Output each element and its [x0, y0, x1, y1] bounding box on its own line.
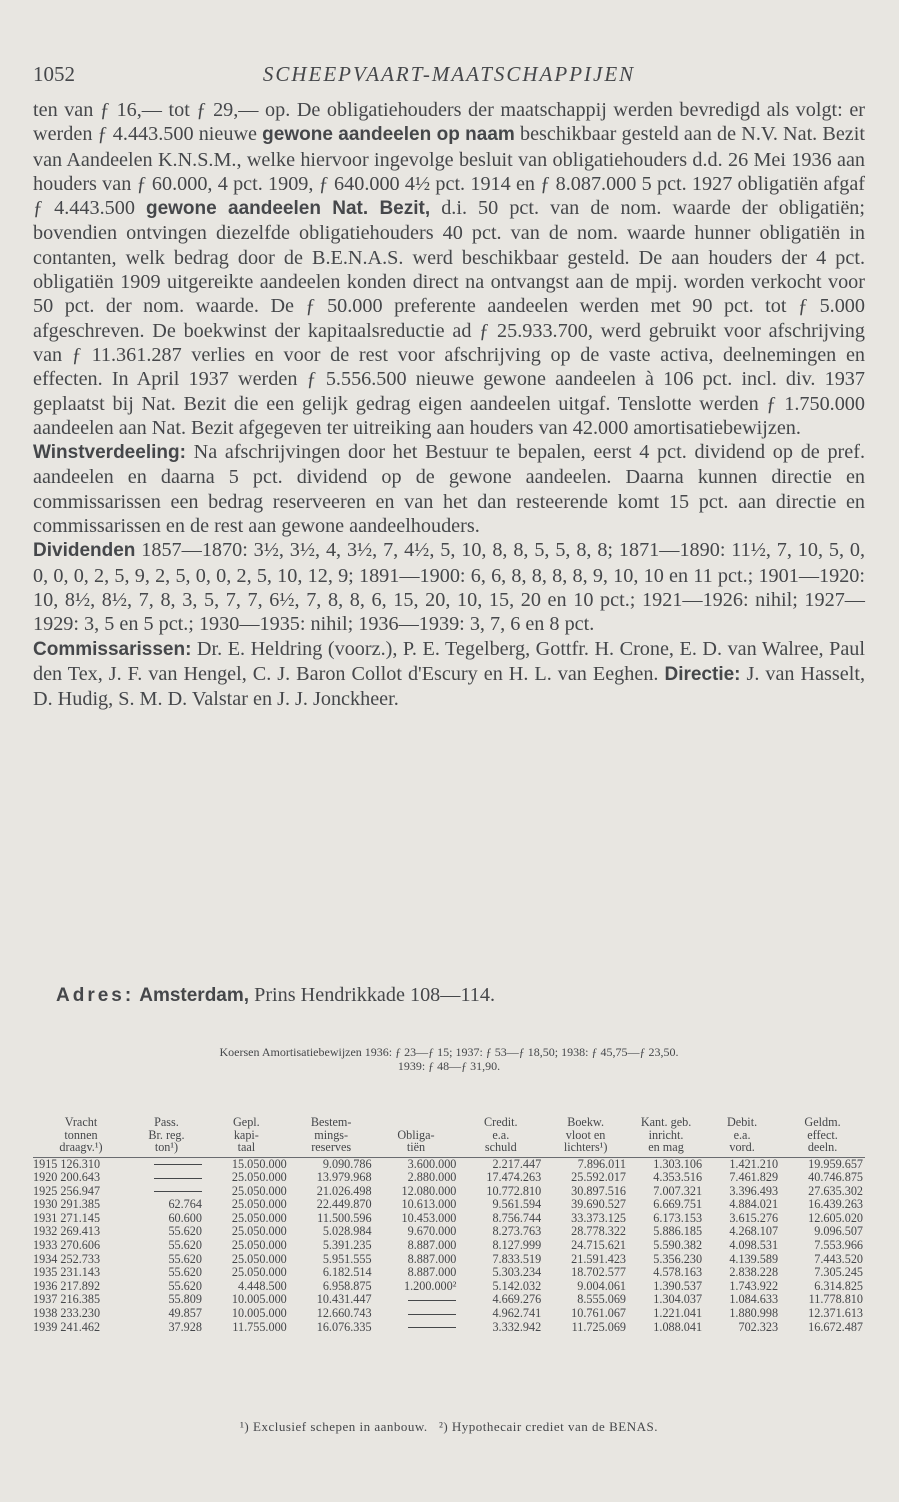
- text-run: Dr. E. Heldring (voorz.), P. E. Tegelberg, Gottfr. H. Crone, E. D. van Walree, Paul den Tex, J. F. van Hengel, C. J. Baron Collot d'Escury en H. L. van Eeghen.: [33, 637, 865, 685]
- table-cell-year-vracht: [33, 1307, 129, 1321]
- table-cell-year-vracht: [33, 1321, 129, 1335]
- running-title: SCHEEPVAART-MAATSCHAPPIJEN: [262, 62, 636, 86]
- section-label: Adres:: [56, 985, 135, 1006]
- table-row: [33, 1185, 865, 1199]
- table-cell: 8.555.069: [577, 1292, 627, 1307]
- footnote-marker: ¹): [240, 1419, 250, 1434]
- table-cell: 37.928: [168, 1319, 202, 1334]
- table-row: [33, 1293, 865, 1307]
- text-run: beschikbaar gesteld aan de N.V. Nat. Bezit van Aandeelen K.N.S.M., welke hiervoor ingevolge besluit van obligatiehouders d.d. 26 Mei 1936 aan houders van ƒ 60.000, 4 pct. 1909, ƒ 640.000 4½ pct. 1914 en ƒ 8.087.000 5 pct. 1927 obligatiën afgaf ƒ 4.443.500: [33, 123, 865, 220]
- table-cell: 33.373.125: [571, 1210, 627, 1225]
- table-cell: 10.772.810: [486, 1183, 542, 1198]
- cell-value: 216.385: [60, 1292, 101, 1307]
- column-header: Gepl. kapi- taal: [232, 1115, 260, 1154]
- table-cell: 1.743.922: [729, 1278, 779, 1293]
- table-cell-year-vracht: [33, 1266, 129, 1280]
- table-cell: 8.887.000: [407, 1251, 457, 1266]
- table-cell: 1.200.000²: [403, 1278, 457, 1293]
- table-cell: 16.439.263: [808, 1197, 863, 1212]
- table-cell: 18.702.577: [571, 1265, 627, 1280]
- table-cell: 10.431.447: [316, 1292, 372, 1307]
- table-cell: 21.591.423: [571, 1251, 627, 1266]
- table-header-row: [33, 1116, 865, 1157]
- table-cell: 9.561.594: [492, 1197, 542, 1212]
- dash-placeholder: [154, 1178, 202, 1179]
- table-cell: 25.592.017: [571, 1170, 627, 1185]
- table-cell: 5.886.185: [653, 1224, 703, 1239]
- table-cell-year-vracht: [33, 1171, 129, 1185]
- table-cell: 24.715.621: [571, 1238, 627, 1253]
- table-cell: 30.897.516: [571, 1183, 627, 1198]
- row-year: 1931: [33, 1210, 58, 1225]
- table-row: [33, 1212, 865, 1226]
- table-cell-year-vracht: [33, 1225, 129, 1239]
- table-cell: 4.139.589: [729, 1251, 779, 1266]
- column-header: Kant. geb. inricht. en mag: [640, 1115, 692, 1154]
- table-cell: 4.884.021: [729, 1197, 779, 1212]
- table-cell: 5.391.235: [322, 1238, 372, 1253]
- row-year: 1915: [33, 1156, 58, 1171]
- section-label: Directie:: [664, 663, 741, 685]
- table-cell: 49.857: [168, 1306, 202, 1321]
- dash-placeholder: [408, 1300, 456, 1301]
- table-cell: 13.979.968: [316, 1170, 372, 1185]
- text-run: ten van ƒ 16,— tot ƒ 29,— op. De obligatiehouders der maatschappij werden bevredigd als volgt: er werden ƒ 4.443.500 nieuwe: [33, 99, 865, 146]
- address-street: Prins Hendrikkade 108—114.: [249, 984, 496, 1006]
- table-cell: 1.088.041: [653, 1319, 703, 1334]
- bold-text: gewone aandeelen Nat. Bezit,: [145, 198, 431, 220]
- table-cell: 4.353.516: [653, 1170, 703, 1185]
- table-cell: 4.098.531: [729, 1238, 779, 1253]
- table-cell: 6.958.875: [322, 1278, 372, 1293]
- text-run: Na afschrijvingen door het Bestuur te bepalen, eerst 4 pct. dividend op de pref. aandeelen en daarna 5 pct. dividend op de gewone aandeelen. Daarna kunnen directie en commissarissen een bedrag reserveeren en van het dan resteerende komt 15 pct. aan directie en commissarissen en de rest aan gewone aandeelhouders.: [33, 441, 865, 538]
- cell-value: 217.892: [60, 1278, 101, 1293]
- koersen-line: Koersen Amortisatiebewijzen 1936: ƒ 23—ƒ 15; 1937: ƒ 53—ƒ 18,50; 1938: ƒ 45,75—ƒ 23,50.: [219, 1045, 679, 1059]
- table-cell: 62.764: [168, 1197, 202, 1212]
- dash-placeholder: [408, 1314, 456, 1315]
- table-cell: 11.725.069: [571, 1319, 627, 1334]
- table-cell: 27.635.302: [808, 1183, 863, 1198]
- table-cell: 1.303.106: [628, 1157, 704, 1171]
- table-cell: 6.173.153: [653, 1210, 703, 1225]
- table-cell: 1.390.537: [653, 1278, 703, 1293]
- cell-value: 126.310: [60, 1156, 101, 1171]
- table-cell: 7.443.520: [814, 1251, 863, 1266]
- footnote-text: Exclusief schepen in aanbouw.: [249, 1419, 428, 1434]
- table-cell: 19.959.657: [780, 1157, 865, 1171]
- address-line: [56, 984, 495, 1007]
- table-row: [33, 1307, 865, 1321]
- table-cell: 3.332.942: [492, 1319, 542, 1334]
- text-run: 1857—1870: 3½, 3½, 4, 3½, 7, 4½, 5, 10, 8, 8, 5, 5, 8, 8; 1871—1890: 11½, 7, 10, 5, 0, 0, 0, 0, 2, 5, 9, 2, 5, 0, 0, 2, 5, 10, 12, 9; 1891—1900: 6, 6, 8, 8, 8, 8, 9, 10, 10 en 11 pct.; 1901—1920: 10, 8½, 8½, 7, 8, 3, 5, 7, 7, 6½, 7, 8, 8, 6, 15, 20, 10, 15, 20 en 10 pct.; 1921—1926: nihil; 1927—1929: 3, 5 en 5 pct.; 1930—1935: nihil; 1936—1939: 3, 7, 6 en 8 pct.: [33, 539, 865, 636]
- table-cell: 39.690.527: [571, 1197, 627, 1212]
- text-run: d.i. 50 pct. van de nom. waarde der obligatiën; bovendien ontvingen diezelfde obligatiehouders 40 pct. van de nom. waarde hunner obligatiën in contanten, welk bedrag door de B.E.N.A.S. werd beschikbaar gesteld. De aan houders der 4 pct. obligatiën 1909 uitgereikte aandeelen konden direct na ontvangst aan de mpij. worden verkocht voor 50 pct. der nom. waarde. De ƒ 50.000 preferente aandeelen werden met 90 pct. tot ƒ 5.000 afgeschreven. De boekwinst der kapitaalsreductie ad ƒ 25.933.700, werd gebruikt voor afschrijving van ƒ 11.361.287 verlies en voor de rest voor afschrijving op de vaste activa, deelnemingen en effecten. In April 1937 werden ƒ 5.556.500 nieuwe gewone aandeelen à 106 pct. incl. div. 1937 geplaatst bij Nat. Bezit die een gelijk gedrag eigen aandeelen uitgaf. Tenslotte werden ƒ 1.750.000 aandeelen aan Nat. Bezit afgegeven ter uitreiking aan houders van 42.000 amortisatiebewijzen.: [33, 197, 865, 439]
- table-cell: 9.090.786: [289, 1157, 374, 1171]
- koersen-line: 1939: ƒ 48—ƒ 31,90.: [397, 1059, 501, 1073]
- section-label: Winstverdeeling:: [33, 442, 186, 464]
- column-header: Boekw. vloot en lichters¹): [563, 1115, 608, 1154]
- cell-value: 200.643: [60, 1170, 101, 1185]
- table-row: [33, 1253, 865, 1267]
- table-cell: 9.096.507: [814, 1224, 863, 1239]
- table-cell: 1.880.998: [729, 1306, 779, 1321]
- table-row: [33, 1239, 865, 1253]
- table-cell: 55.809: [168, 1292, 202, 1307]
- column-header: Pass. Br. reg. ton¹): [148, 1115, 185, 1154]
- table-cell: 15.050.000: [204, 1157, 289, 1171]
- table-cell: 11.500.596: [317, 1210, 372, 1225]
- table-cell: 28.778.322: [571, 1224, 627, 1239]
- footnotes: [33, 1419, 865, 1435]
- row-year: 1920: [33, 1170, 58, 1185]
- table-cell-year-vracht: [33, 1157, 129, 1171]
- dash-placeholder: [154, 1164, 202, 1165]
- table-cell: 16.672.487: [808, 1319, 863, 1334]
- paragraph-kapitaal: [33, 98, 865, 440]
- page-header: [33, 62, 865, 90]
- column-header: Vracht tonnen draagv.¹): [59, 1115, 103, 1154]
- table-cell: 5.142.032: [492, 1278, 542, 1293]
- table-cell: 5.028.984: [322, 1224, 372, 1239]
- table-cell: 25.050.000: [231, 1224, 287, 1239]
- cell-value: 270.606: [60, 1238, 101, 1253]
- column-header: Bestem- mings- reserves: [310, 1115, 352, 1154]
- cell-value: 231.143: [60, 1265, 101, 1280]
- table-cell: [129, 1157, 204, 1171]
- table-cell: 4.448.500: [238, 1278, 287, 1293]
- table-cell: 8.756.744: [492, 1210, 542, 1225]
- table-cell: 6.314.825: [814, 1278, 863, 1293]
- table-cell: 7.007.321: [653, 1183, 703, 1198]
- row-year: 1938: [33, 1306, 58, 1321]
- table-cell: 7.461.829: [729, 1170, 779, 1185]
- table-cell: 17.474.263: [486, 1170, 542, 1185]
- table-cell: 21.026.498: [316, 1183, 372, 1198]
- table-cell: 16.076.335: [316, 1319, 372, 1334]
- table-cell: 12.605.020: [808, 1210, 863, 1225]
- footnote-marker: ²): [438, 1419, 449, 1434]
- table-cell: 3.600.000: [374, 1157, 459, 1171]
- section-label: Dividenden: [33, 540, 136, 562]
- table-cell: 10.005.000: [231, 1292, 287, 1307]
- column-header: Obliga- tiën: [397, 1127, 435, 1154]
- column-header: Debit. e.a. vord.: [727, 1115, 758, 1154]
- table-cell: 25.050.000: [231, 1210, 287, 1225]
- table-row: [33, 1266, 865, 1280]
- table-cell-year-vracht: [33, 1253, 129, 1267]
- table-cell: 25.050.000: [231, 1251, 287, 1266]
- table-cell: 2.880.000: [407, 1170, 457, 1185]
- table-cell: 40.746.875: [808, 1170, 863, 1185]
- table-cell: 4.669.276: [492, 1292, 542, 1307]
- table-cell: 4.962.741: [492, 1306, 542, 1321]
- table-cell: 12.660.743: [316, 1306, 372, 1321]
- table-cell: [374, 1307, 459, 1321]
- table-row: [33, 1198, 865, 1212]
- table-cell: 8.127.999: [492, 1238, 542, 1253]
- table-cell: 9.670.000: [407, 1224, 457, 1239]
- table-cell: [374, 1321, 459, 1335]
- table-row: [33, 1280, 865, 1294]
- table-cell: 10.453.000: [401, 1210, 457, 1225]
- table-cell: [129, 1171, 204, 1185]
- table-cell: 4.268.107: [729, 1224, 779, 1239]
- table-cell: 8.887.000: [407, 1238, 457, 1253]
- table-cell: 55.620: [168, 1224, 202, 1239]
- table-cell: 55.620: [168, 1278, 202, 1293]
- table-cell: 5.951.555: [322, 1251, 372, 1266]
- table-cell: 10.761.067: [571, 1306, 627, 1321]
- table-cell: [129, 1185, 204, 1199]
- table-cell: 3.615.276: [729, 1210, 779, 1225]
- row-year: 1930: [33, 1197, 58, 1212]
- table-cell: 10.005.000: [231, 1306, 287, 1321]
- table-row: [33, 1157, 865, 1171]
- cell-value: 269.413: [60, 1224, 101, 1239]
- table-cell: 5.590.382: [653, 1238, 703, 1253]
- table-cell: 6.669.751: [653, 1197, 703, 1212]
- paragraph-commissarissen: [33, 637, 865, 712]
- table-cell: 7.553.966: [814, 1238, 863, 1253]
- table-row: [33, 1225, 865, 1239]
- paragraph-dividenden: [33, 538, 865, 636]
- cell-value: 256.947: [60, 1183, 101, 1198]
- table-cell: 25.050.000: [231, 1238, 287, 1253]
- row-year: 1934: [33, 1251, 58, 1266]
- table-cell: 9.004.061: [577, 1278, 627, 1293]
- row-year: 1932: [33, 1224, 58, 1239]
- table-cell-year-vracht: [33, 1239, 129, 1253]
- financial-table: [33, 1116, 865, 1334]
- table-cell: 7.833.519: [492, 1251, 542, 1266]
- table-cell: 2.217.447: [458, 1157, 543, 1171]
- page-number: 1052: [33, 62, 75, 86]
- table-cell: 25.050.000: [231, 1265, 287, 1280]
- table-cell: 55.620: [168, 1238, 202, 1253]
- table-row: [33, 1321, 865, 1335]
- table-body: [33, 1157, 865, 1334]
- table-cell: 2.838.228: [729, 1265, 779, 1280]
- table-cell: 1.221.041: [653, 1306, 703, 1321]
- table-cell: 7.305.245: [814, 1265, 863, 1280]
- column-header: Credit. e.a. schuld: [484, 1115, 518, 1154]
- table-cell: 55.620: [168, 1251, 202, 1266]
- table-cell: 6.182.514: [322, 1265, 372, 1280]
- table-cell: 1.084.633: [729, 1292, 779, 1307]
- column-header: Geldm. effect. deeln.: [804, 1115, 841, 1154]
- table-cell: 11.778.810: [808, 1292, 863, 1307]
- body-text: [33, 98, 865, 711]
- table-cell: [374, 1293, 459, 1307]
- row-year: 1939: [33, 1319, 58, 1334]
- table-cell: 1.304.037: [653, 1292, 703, 1307]
- koersen-note: [33, 1045, 865, 1073]
- table-cell: 10.613.000: [401, 1197, 457, 1212]
- table-cell: 8.887.000: [407, 1265, 457, 1280]
- row-year: 1937: [33, 1292, 58, 1307]
- table-row: [33, 1171, 865, 1185]
- table-cell: 12.080.000: [401, 1183, 457, 1198]
- table-cell: 5.303.234: [492, 1265, 542, 1280]
- text-run: J. van Hasselt, D. Hudig, S. M. D. Valstar en J. J. Jonckheer.: [33, 662, 865, 711]
- table-cell: 22.449.870: [316, 1197, 372, 1212]
- table-cell: 60.600: [168, 1210, 202, 1225]
- table-cell: 5.356.230: [653, 1251, 703, 1266]
- table-cell-year-vracht: [33, 1185, 129, 1199]
- table-cell: 7.896.011: [543, 1157, 628, 1171]
- row-year: 1933: [33, 1238, 58, 1253]
- table-cell: 8.273.763: [492, 1224, 542, 1239]
- table-cell: 4.578.163: [653, 1265, 703, 1280]
- section-label: Commissarissen:: [33, 638, 192, 660]
- table-cell: 1.421.210: [704, 1157, 780, 1171]
- row-year: 1935: [33, 1265, 58, 1280]
- table-cell-year-vracht: [33, 1198, 129, 1212]
- table-cell: 55.620: [168, 1265, 202, 1280]
- table-cell: 25.050.000: [231, 1183, 287, 1198]
- footnote-text: Hypothecair crediet van de BENAS.: [448, 1419, 658, 1434]
- paragraph-winstverdeeling: [33, 440, 865, 538]
- row-year: 1925: [33, 1183, 58, 1198]
- table-cell: 11.755.000: [232, 1319, 287, 1334]
- cell-value: 252.733: [60, 1251, 101, 1266]
- table-cell: 12.371.613: [808, 1306, 863, 1321]
- table-cell: 25.050.000: [231, 1197, 287, 1212]
- table-cell-year-vracht: [33, 1212, 129, 1226]
- cell-value: 233.230: [60, 1306, 101, 1321]
- bold-text: gewone aandeelen op naam: [262, 124, 515, 146]
- cell-value: 291.385: [60, 1197, 101, 1212]
- dash-placeholder: [408, 1327, 456, 1328]
- table-cell-year-vracht: [33, 1280, 129, 1294]
- address-city: Amsterdam,: [139, 985, 250, 1006]
- table-cell: 3.396.493: [729, 1183, 779, 1198]
- cell-value: 271.145: [60, 1210, 101, 1225]
- table-cell: 25.050.000: [231, 1170, 287, 1185]
- cell-value: 241.462: [60, 1319, 101, 1334]
- row-year: 1936: [33, 1278, 58, 1293]
- dash-placeholder: [154, 1191, 202, 1192]
- table-cell: 702.323: [738, 1319, 779, 1334]
- table-cell-year-vracht: [33, 1293, 129, 1307]
